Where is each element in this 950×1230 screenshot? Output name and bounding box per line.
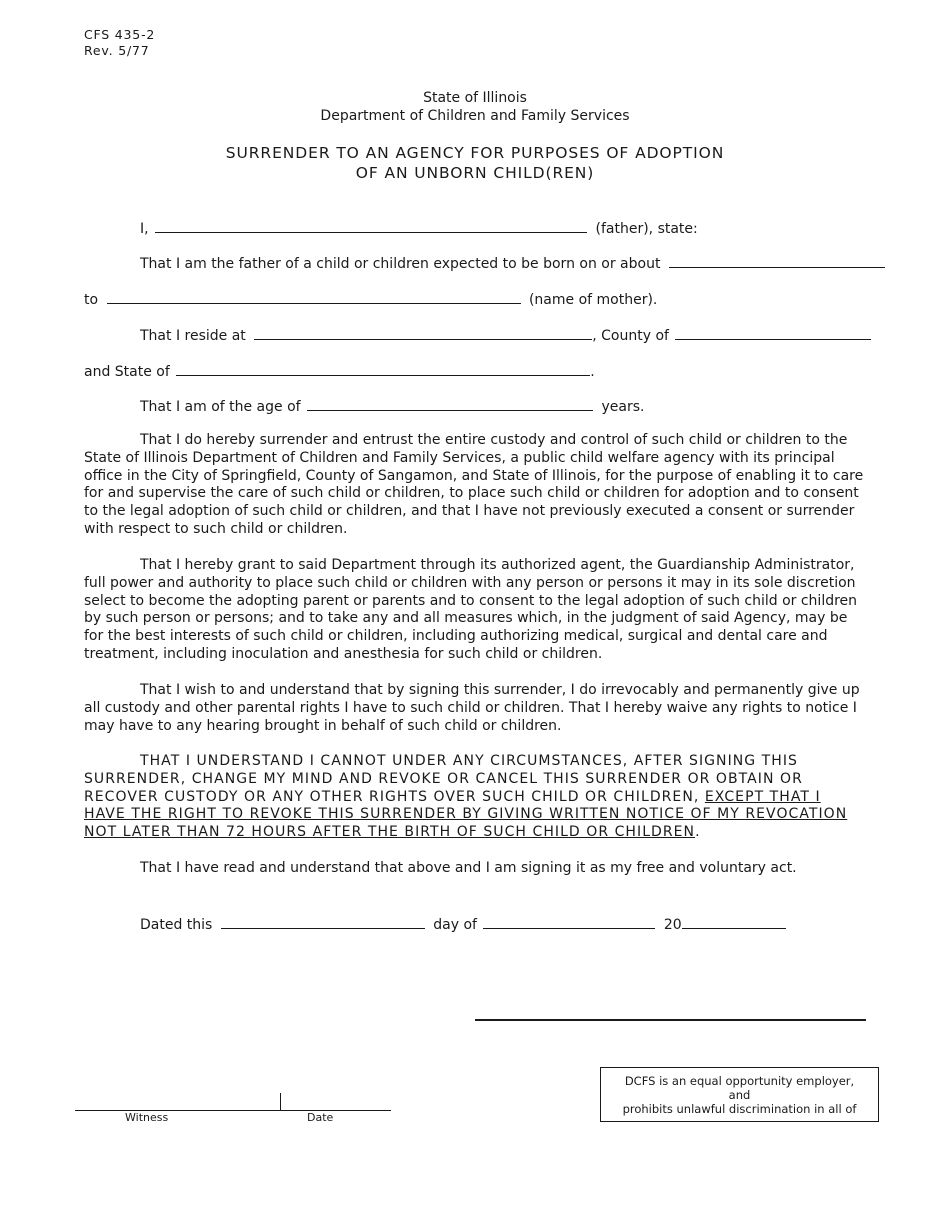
state-label: and State of [84, 364, 170, 380]
to-label: to [84, 292, 99, 308]
year-prefix: 20 [663, 917, 682, 933]
age-label: That I am of the age of [140, 399, 301, 415]
father-of-label: That I am the father of a child or children expected to be born on or about [140, 256, 661, 272]
mother-label: (name of mother). [528, 292, 658, 308]
birth-date-row [140, 253, 885, 273]
father-label: (father), state: [595, 221, 698, 237]
mother-name-row [84, 289, 657, 309]
year-field[interactable] [682, 914, 786, 929]
month-field[interactable] [483, 914, 655, 929]
witness-line[interactable] [75, 1110, 391, 1111]
authority-text: That I hereby grant to said Department through its authorized agent, the Guardianship Administrator, full power and authority to place such child or children with any person or persons it may in its sole discretion select to become the adopting parent or parents and to consent to the legal adoption of such child or children by such person or persons; and to take any and all measures which, in the judgment of said Agency, may be for the best interests of such child or children, including authorizing medical, surgical and dental care and treatment, including inoculation and anesthesia for such child or children. [84, 557, 858, 662]
dated-label: Dated this [140, 917, 213, 933]
county-field[interactable] [675, 325, 871, 340]
eoe-line-3: prohibits unlawful discrimination in all of [622, 1102, 857, 1116]
revocation-text: THAT I UNDERSTAND I CANNOT UNDER ANY CIRCUMSTANCES, AFTER SIGNING THIS SURRENDER, CHANGE MY MIND AND REVOKE OR CANCEL THIS SURRENDER OR OBTAIN OR RECOVER CUSTODY OR ANY OTHER RIGHTS OVER SUCH CHILD OR CHILDREN, [84, 753, 803, 805]
day-field[interactable] [221, 914, 425, 929]
form-number-block [84, 27, 155, 59]
signature-line[interactable] [475, 1019, 866, 1021]
voluntary-act-text: That I have read and understand that above and I am signing it as my free and voluntary act. [140, 860, 797, 876]
residence-field[interactable] [254, 325, 592, 340]
authority-paragraph [84, 557, 866, 664]
dated-row [140, 914, 786, 934]
years-label: years. [601, 399, 645, 415]
witness-label: Witness [125, 1111, 169, 1124]
father-name-row [140, 218, 698, 238]
title-line-1: SURRENDER TO AN AGENCY FOR PURPOSES OF ADOPTION [225, 144, 725, 162]
witness-date-divider [280, 1093, 281, 1110]
revocation-paragraph [84, 753, 866, 842]
revocation-end: . [695, 824, 701, 841]
date-label: Date [307, 1111, 334, 1124]
state-row [84, 361, 595, 381]
equal-opportunity-notice [600, 1067, 879, 1122]
department-name: Department of Children and Family Services [320, 108, 630, 124]
revocation-exception-text: EXCEPT THAT I HAVE THE RIGHT TO REVOKE THIS SURRENDER BY GIVING WRITTEN NOTICE OF MY REVOCATION NOT LATER THAN 72 HOURS AFTER THE BIRTH OF SUCH CHILD OR CHILDREN [84, 788, 848, 841]
age-field[interactable] [307, 396, 593, 411]
father-name-field[interactable] [155, 218, 587, 233]
expected-birth-date-field[interactable] [669, 253, 885, 268]
i-label: I, [140, 221, 149, 237]
form-number: CFS 435-2 [84, 27, 156, 42]
age-row [140, 396, 644, 416]
state-field[interactable] [176, 361, 590, 376]
mother-name-field[interactable] [107, 289, 521, 304]
form-revision: Rev. 5/77 [84, 43, 150, 58]
reside-label: That I reside at [140, 328, 246, 344]
waiver-text: That I wish to and understand that by signing this surrender, I do irrevocably and permanently give up all custody and other parental rights I have to such child or children. That I hereby waive any rights to notice I may have to any hearing brought in behalf of such child or children. [84, 682, 860, 734]
agency-block [0, 89, 950, 125]
county-label: , County of [592, 328, 669, 344]
state-name: State of Illinois [423, 90, 527, 106]
voluntary-act-paragraph [84, 860, 866, 878]
waiver-paragraph [84, 682, 866, 735]
page-title [0, 143, 950, 183]
residence-row [140, 325, 871, 345]
state-end: . [590, 364, 595, 380]
title-line-2: OF AN UNBORN CHILD(REN) [355, 164, 595, 182]
eoe-line-2: and [728, 1088, 751, 1102]
surrender-paragraph [84, 432, 866, 539]
surrender-text: That I do hereby surrender and entrust the entire custody and control of such child or children to the State of Illinois Department of Children and Family Services, a public child welfare agency with its principal office in the City of Springfield, County of Sangamon, and State of Illinois, for the purpose of enabling it to care for and supervise the care of such child or children, to place such child or children for adoption and to consent to the legal adoption of such child or children, and that I have not previously executed a consent or surrender with respect to such child or children. [84, 432, 864, 537]
day-of-label: day of [433, 917, 477, 933]
eoe-line-1: DCFS is an equal opportunity employer, [624, 1074, 855, 1088]
